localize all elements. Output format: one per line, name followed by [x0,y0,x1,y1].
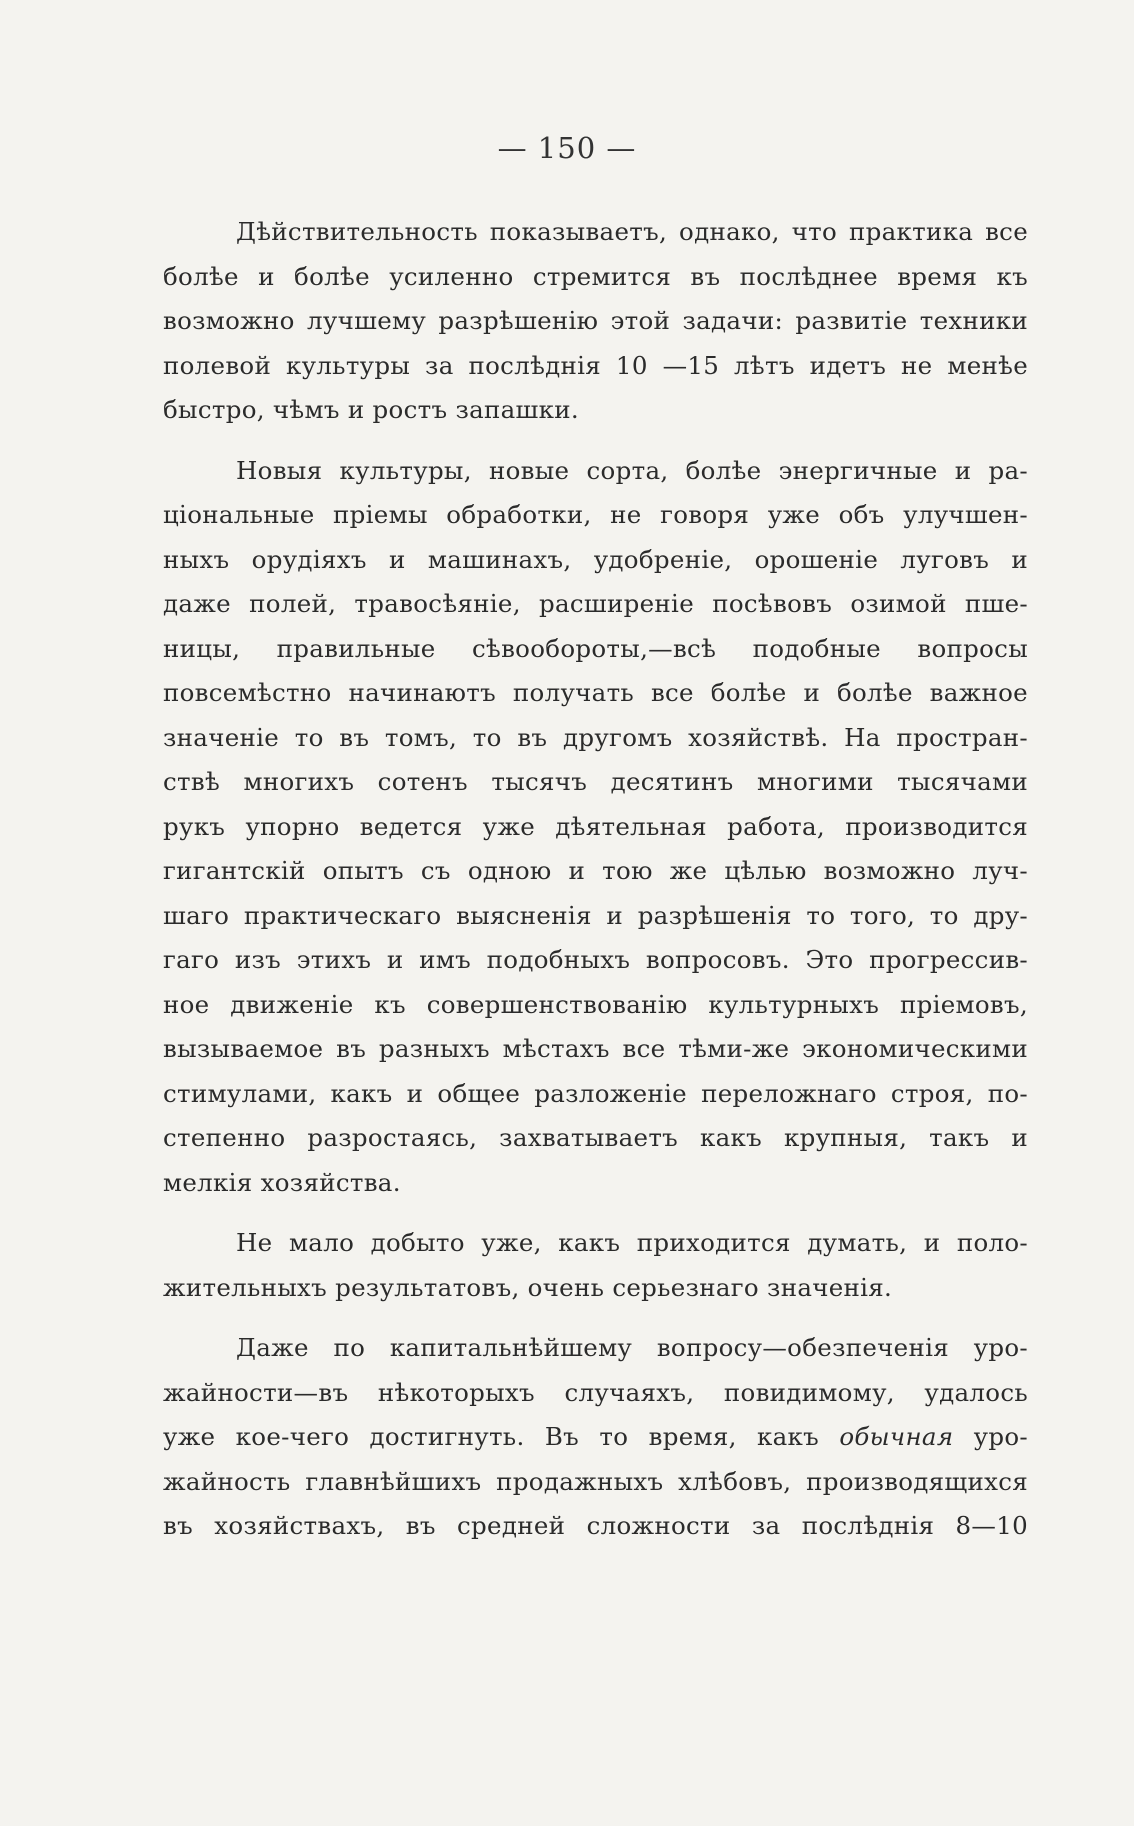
paragraph-2 [163,449,1028,1206]
text-line: Не мало добыто уже, какъ приходится думать, и поло- [236,1228,1028,1257]
text-line: ное движеніе къ совершенствованію культурныхъ пріемовъ, [163,989,1028,1019]
text-line: жайность главнѣйшихъ продажныхъ хлѣбовъ, производящихся [163,1466,1028,1496]
text-line: гигантскій опытъ съ одною и тою же цѣлью возможно луч- [163,856,1028,885]
text-line [163,1415,1028,1460]
text-segment: уро- [953,1422,1028,1451]
text-segment: уже кое-чего достигнуть. Въ то время, какъ [163,1422,840,1451]
text-line: ціональные пріемы обработки, не говоря уже объ улучшен- [163,500,1028,529]
body-text [163,210,1028,1549]
text-line: стимулами, какъ и общее разложеніе переложнаго строя, по- [163,1078,1028,1108]
text-line: шаго практическаго выясненія и разрѣшенія то того, то дру- [163,900,1028,930]
text-line: Новыя культуры, новые сорта, болѣе энергичные и ра- [236,455,1028,485]
text-line: жайности—въ нѣкоторыхъ случаяхъ, повидимому, удалось [163,1377,1028,1407]
text-line: полевой культуры за послѣднія 10 —15 лѣтъ идетъ не менѣе [163,350,1028,380]
text-line: даже полей, травосѣяніе, расширеніе посѣвовъ озимой пше- [163,589,1028,618]
text-line: ницы, правильные сѣвообороты,—всѣ подобные вопросы [163,633,1028,663]
paragraph-3 [163,1221,1028,1310]
text-line: быстро, чѣмъ и ростъ запашки. [163,395,579,424]
text-line: ныхъ орудіяхъ и машинахъ, удобреніе, орошеніе луговъ и [163,544,1028,574]
text-line: вызываемое въ разныхъ мѣстахъ все тѣми-же экономическими [163,1034,1028,1063]
paragraph-4 [163,1326,1028,1549]
text-line: степенно разростаясь, захватываетъ какъ крупныя, такъ и [163,1123,1028,1152]
text-line: жительныхъ результатовъ, очень серьезнаго значенія. [163,1272,893,1302]
italic-word: обычная [839,1422,954,1451]
text-line: Даже по капитальнѣйшему вопросу—обезпеченія уро- [236,1333,1028,1362]
text-line: значеніе то въ томъ, то въ другомъ хозяйствѣ. На простран- [163,722,1028,752]
text-line: рукъ упорно ведется уже дѣятельная работа, производится [163,811,1028,841]
text-line: гаго изъ этихъ и имъ подобныхъ вопросовъ. Это прогрессив- [163,945,1028,974]
text-line: ствѣ многихъ сотенъ тысячъ десятинъ многими тысячами [163,767,1028,796]
text-line: повсемѣстно начинаютъ получать все болѣе и болѣе важное [163,678,1028,707]
text-line: въ хозяйствахъ, въ средней сложности за послѣднія 8—10 [163,1511,1028,1540]
text-line: мелкія хозяйства. [163,1167,401,1197]
page-number: — 150 — [497,131,637,165]
text-line: болѣе и болѣе усиленно стремится въ послѣднее время къ [163,261,1028,291]
paragraph-1 [163,210,1028,433]
text-line: возможно лучшему разрѣшенію этой задачи: развитіе техники [163,306,1028,335]
text-line: Дѣйствительность показываетъ, однако, что практика все [236,217,1028,246]
